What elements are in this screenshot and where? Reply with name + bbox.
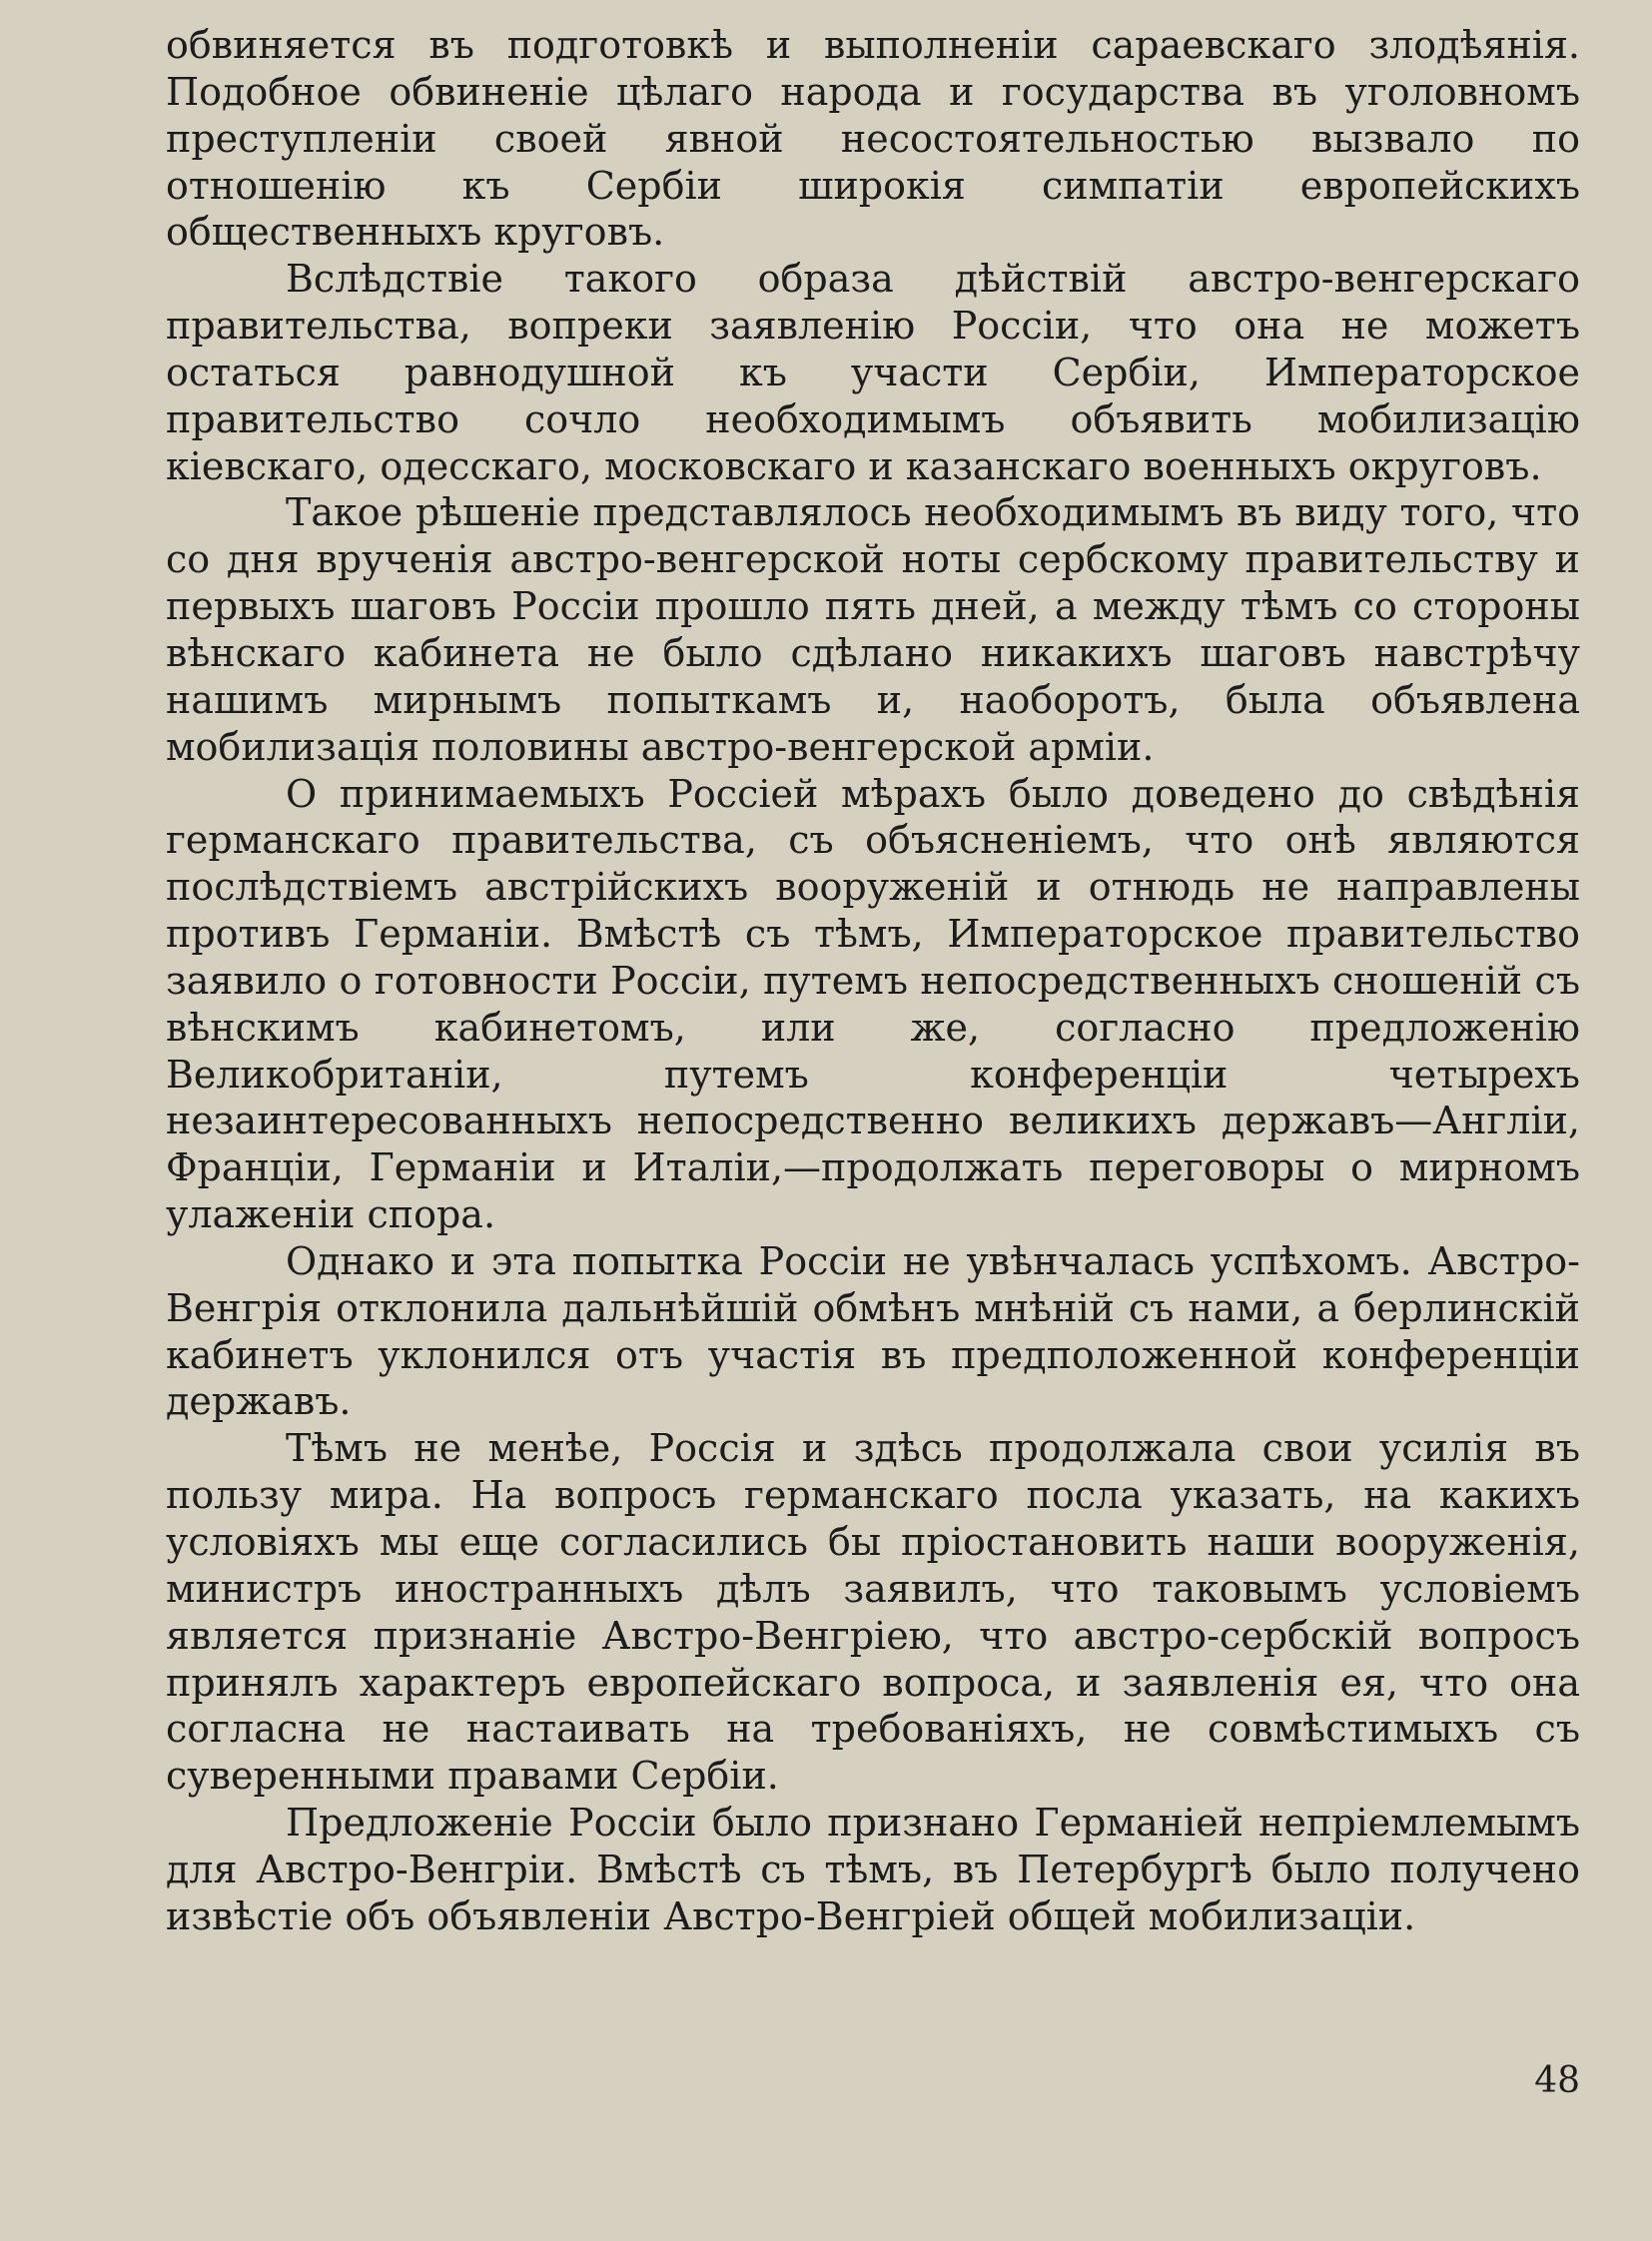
paragraph-5: Однако и эта попытка Россіи не увѣнчалась успѣхомъ. Австро-Венгрія отклонила дальнѣйшій обмѣнъ мнѣній съ нами, а берлинскій кабинетъ уклонился отъ участія въ предположенной конференціи державъ. xyxy=(166,1238,1580,1424)
page-number: 48 xyxy=(1534,2060,1580,2101)
paragraph-4: О принимаемыхъ Россіей мѣрахъ было доведено до свѣдѣнія германскаго правительства, съ объясненіемъ, что онѣ являются послѣдствіемъ австрійскихъ вооруженій и отнюдь не направлены противъ Германіи. Вмѣстѣ съ тѣмъ, Императорское правительство заявило о готовности Россіи, путемъ непосредственныхъ сношеній съ вѣнскимъ кабинетомъ, или же, согласно предложенію Великобританіи, путемъ конференціи четырехъ незаинтересованныхъ непосредственно великихъ державъ—Англіи, Франціи, Германіи и Италіи,—продолжать переговоры о мирномъ улаженіи спора. xyxy=(166,771,1580,1237)
paragraph-1: обвиняется въ подготовкѣ и выполненіи сараевскаго злодѣянія. Подобное обвиненіе цѣлаго народа и государства въ уголовномъ преступленіи своей явной несостоятельностью вызвало по отношенію къ Сербіи широкія симпатіи европейскихъ общественныхъ круговъ. xyxy=(166,23,1580,255)
body-text xyxy=(166,22,1580,1940)
paragraph-2: Вслѣдствіе такого образа дѣйствій австро-венгерскаго правительства, вопреки заявленію Россіи, что она не можетъ остаться равнодушной къ участи Сербіи, Императорское правительство сочло необходимымъ объявить мобилизацію кіевскаго, одесскаго, московскаго и казанскаго военныхъ округовъ. xyxy=(166,257,1580,488)
paragraph-6: Тѣмъ не менѣе, Россія и здѣсь продолжала свои усилія въ пользу мира. На вопросъ германскаго посла указать, на какихъ условіяхъ мы еще согласились бы пріостановить наши вооруженія, министръ иностранныхъ дѣлъ заявилъ, что таковымъ условіемъ является признаніе Австро-Венгріею, что австро-сербскій вопросъ принялъ характеръ европейскаго вопроса, и заявленія ея, что она согласна не настаивать на требованіяхъ, не совмѣстимыхъ съ суверенными правами Сербіи. xyxy=(166,1426,1580,1799)
paragraph-7: Предложеніе Россіи было признано Германіей непріемлемымъ для Австро-Венгріи. Вмѣстѣ съ тѣмъ, въ Петербургѣ было получено извѣстіе объ объявленіи Австро-Венгріей общей мобилизаціи. xyxy=(166,1801,1580,1938)
paragraph-3: Такое рѣшеніе представлялось необходимымъ въ виду того, что со дня врученія австро-венгерской ноты сербскому правительству и первыхъ шаговъ Россіи прошло пять дней, а между тѣмъ со стороны вѣнскаго кабинета не было сдѣлано никакихъ шаговъ навстрѣчу нашимъ мирнымъ попыткамъ и, наоборотъ, была объявлена мобилизація половины австро-венгерской арміи. xyxy=(166,490,1580,769)
